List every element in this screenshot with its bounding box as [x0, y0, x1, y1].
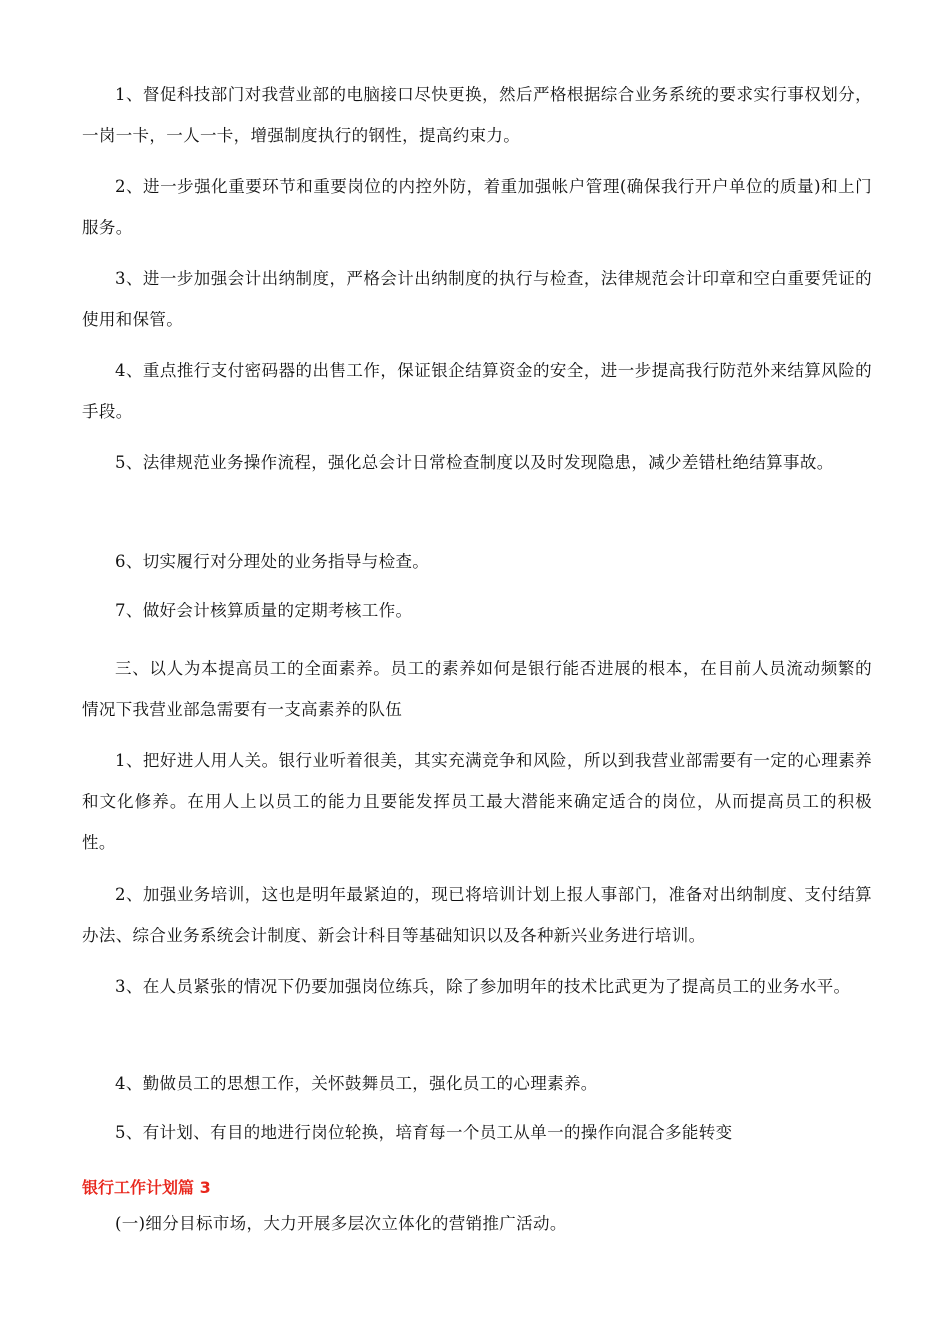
paragraph-6: 6、切实履行对分理处的业务指导与检查。 — [115, 552, 430, 571]
section-three-intro: 三、以人为本提高员工的全面素养。员工的素养如何是银行能否进展的根本，在目前人员流动频繁的情况下我营业部急需要有一支高素养的队伍 — [82, 659, 872, 719]
paragraph-4: 4、重点推行支付密码器的出售工作，保证银企结算资金的安全，进一步提高我行防范外来结算风险的手段。 — [82, 361, 872, 421]
paragraph-10: 3、在人员紧张的情况下仍要加强岗位练兵，除了参加明年的技术比武更为了提高员工的业务水平。 — [115, 977, 851, 996]
section-heading: 银行工作计划篇 3 — [82, 1178, 211, 1197]
paragraph-3: 3、进一步加强会计出纳制度，严格会计出纳制度的执行与检查，法律规范会计印章和空白重要凭证的使用和保管。 — [82, 269, 872, 329]
final-paragraph: (一)细分目标市场，大力开展多层次立体化的营销推广活动。 — [115, 1214, 567, 1233]
paragraph-12: 5、有计划、有目的地进行岗位轮换，培育每一个员工从单一的操作向混合多能转变 — [115, 1123, 733, 1142]
paragraph-1: 1、督促科技部门对我营业部的电脑接口尽快更换，然后严格根据综合业务系统的要求实行事权划分，一岗一卡，一人一卡，增强制度执行的钢性，提高约束力。 — [82, 85, 872, 145]
paragraph-5: 5、法律规范业务操作流程，强化总会计日常检查制度以及时发现隐患，减少差错杜绝结算事故。 — [115, 453, 834, 472]
paragraph-9: 2、加强业务培训，这也是明年最紧迫的，现已将培训计划上报人事部门，准备对出纳制度、支付结算办法、综合业务系统会计制度、新会计科目等基础知识以及各种新兴业务进行培训。 — [82, 885, 872, 945]
paragraph-11: 4、勤做员工的思想工作，关怀鼓舞员工，强化员工的心理素养。 — [115, 1074, 598, 1093]
paragraph-2: 2、进一步强化重要环节和重要岗位的内控外防，着重加强帐户管理(确保我行开户单位的质量)和上门服务。 — [82, 177, 872, 237]
paragraph-8: 1、把好进人用人关。银行业听着很美，其实充满竞争和风险，所以到我营业部需要有一定的心理素养和文化修养。在用人上以员工的能力且要能发挥员工最大潜能来确定适合的岗位，从而提高员工的积极性。 — [82, 751, 872, 852]
paragraph-7: 7、做好会计核算质量的定期考核工作。 — [115, 601, 413, 620]
